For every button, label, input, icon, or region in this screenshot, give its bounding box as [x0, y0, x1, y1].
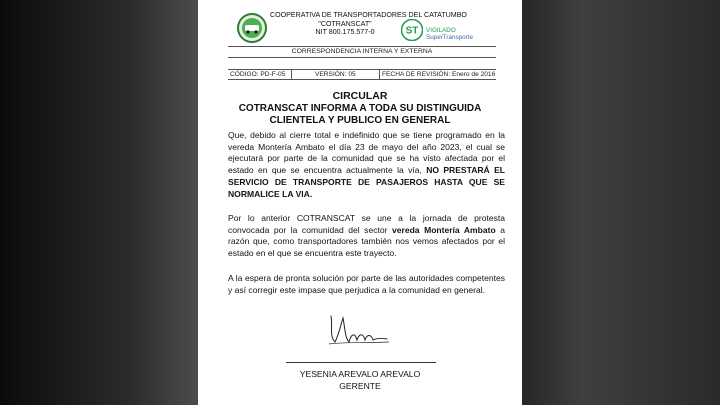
cooperative-nit: NIT 800.175.577-0 — [315, 28, 375, 37]
meta-separator — [379, 69, 380, 79]
paragraph-protest — [228, 213, 505, 260]
paragraph-closing: A la espera de pronta solución por parte de las autoridades competentes y así corregir este impase que perjudica a la comunidad en general. — [228, 273, 505, 295]
service-suspension-notice: NO PRESTARÁ EL SERVICIO DE TRANSPORTE DE PASAJEROS HASTA QUE SE NORMALICE LA VIA. — [228, 165, 505, 199]
cotranscat-logo-icon — [236, 13, 268, 43]
cooperative-short-name: "COTRANSCAT" — [318, 19, 372, 28]
signatory-name: YESENIA AREVALO AREVALO — [299, 369, 421, 379]
document-version: VERSIÓN: 05 — [315, 71, 356, 78]
background-right — [522, 0, 720, 405]
correspondence-label: CORRESPONDENCIA INTERNA Y EXTERNA — [291, 48, 433, 55]
document-code: CÓDIGO: PD-F-05 — [230, 71, 286, 78]
vigilado-text: VIGILADO — [426, 27, 456, 34]
paragraph-closure-text: Que, debido al cierre total e indefinido que se tiene programado en la vereda Montería Ambato el día 23 de mayo del año 2023, el cual se ejecutará por parte de la comunidad que se ha visto afectada por el estado en que se encuentra actualmente la vía, — [228, 130, 505, 176]
header-divider-meta-top — [228, 69, 496, 70]
vigilado-label — [426, 27, 473, 41]
document-type: CIRCULAR — [332, 90, 388, 102]
document-headline: COTRANSCAT INFORMA A TODA SU DISTINGUIDA CLIENTELA Y PUBLICO EN GENERAL — [238, 103, 482, 126]
header-divider-middle — [228, 57, 496, 58]
supertransporte-text: SuperTransporte — [426, 34, 474, 41]
handwritten-signature-icon — [323, 312, 393, 348]
supertransporte-logo-icon — [401, 19, 423, 41]
paragraph-protest-text-a: Por lo anterior COTRANSCAT se une a la jornada de protesta convocada por la comunidad del sector — [228, 213, 505, 235]
header-divider-top — [228, 46, 496, 47]
header-divider-bottom — [228, 79, 496, 80]
st-initials: ST — [405, 25, 419, 37]
meta-separator — [291, 69, 292, 79]
paragraph-closure — [228, 130, 505, 200]
signatory-block — [198, 369, 522, 392]
signatory-role: GERENTE — [339, 380, 381, 391]
signature-line — [286, 362, 436, 363]
cooperative-name: COOPERATIVA DE TRANSPORTADORES DEL CATATUMBO — [270, 11, 467, 19]
revision-date: FECHA DE REVISIÓN: Enero de 2016 — [382, 71, 496, 78]
circular-document — [198, 0, 522, 405]
location-name: vereda Montería Ambato — [391, 224, 496, 235]
paragraph-protest-text-b: a razón que, como transportadores también nos vemos afectados por el estado en el que se encuentra este trayecto. — [228, 224, 505, 259]
